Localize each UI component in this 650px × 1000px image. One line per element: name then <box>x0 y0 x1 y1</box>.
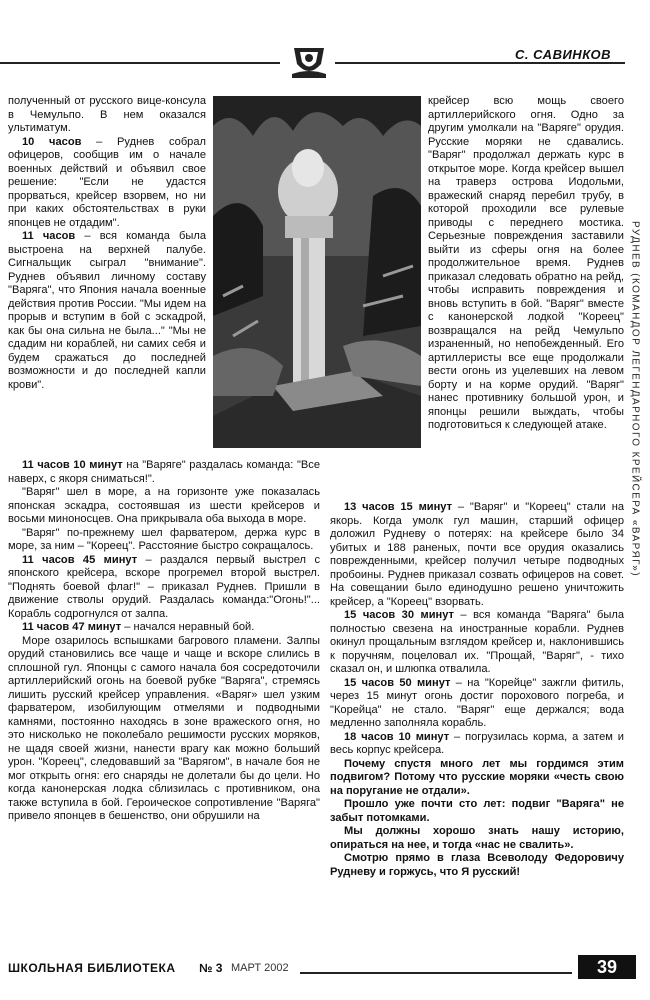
paragraph <box>330 501 624 609</box>
time-label: 10 часов <box>22 135 82 148</box>
paragraph <box>8 554 320 622</box>
closing-paragraph: Почему спустя много лет мы гордимся этим подвигом? Потому что русские моряки «честь свою на поругание не отдали». <box>330 757 624 797</box>
paragraph <box>330 731 624 758</box>
paragraph-text: – на "Корейце" зажгли фитиль, через 15 минут огонь достиг порохового погреба, и "Корейца" не стало. "Варяг" еще держался; вода медленно заполняла корабль. <box>330 676 624 729</box>
time-label: 13 часов 15 минут <box>344 501 453 513</box>
col1-bottom <box>8 459 320 824</box>
page-number: 39 <box>578 955 636 979</box>
side-caption <box>624 86 646 711</box>
header-rule-left <box>0 62 280 64</box>
col2-top <box>428 95 624 433</box>
side-caption-text: РУДНЕВ (КОМАНДОР ЛЕГЕНДАРНОГО КРЕЙСЕРА «ВАРЯГ») <box>629 220 641 577</box>
paragraph <box>8 230 206 392</box>
paragraph-text: – начался неравный бой. <box>121 621 255 633</box>
paragraph: Море озарилось вспышками багрового пламени. Залпы орудий становились все чаще и чаще и вскоре слились в сплошной гул. Японцы с самого начала боя сосредоточили артиллерийский огонь на боевой рубке "Варяга", стремясь лишить русский крейсер управления. «Варяг» шел узким фарватером, изобилующим отмелями и подводными камнями, постоянно находясь в зоне вражеского огня, но это нисколько не поколебало решимости русских моряков, не щадя своей жизни, нанести врагу как можно больший урон. "Кореец", следовавший за "Варягом", в начале боя не мог открыть огня: его снаряды не долетали бы до цели. Но когда канонерская лодка сблизилась с противником, она также вступила в бой. Героическое сопротивление "Варяга" привело японцев в бешенство, они обрушили на <box>8 634 320 822</box>
paragraph <box>330 609 624 677</box>
issue-date: МАРТ 2002 <box>231 962 289 974</box>
paragraph: полученный от русского вице-консула в Чемульпо. В нем оказался ультиматум. <box>8 95 206 134</box>
emblem-icon <box>288 40 330 82</box>
time-label: 11 часов 47 минут <box>22 621 122 633</box>
author-name: С. САВИНКОВ <box>515 47 612 62</box>
paragraph: крейсер всю мощь своего артиллерийского огня. Одно за другим умолкали на "Варяге" орудия. Русские моряки не сдавались. "Варяг" продолжал держать курс в открытое море. Когда крейсер вышел на траверз острова Иодольми, вражеский снаряд перебил трубу, в которой проходили все рулевые приводы с переднего мостика. Серьезные повреждения заставили выйти из сферы огня на более продолжительное время. Руднев приказал следовать обратно на рейд, чтобы исправить повреждения и вновь вступить в бой. "Варяг" вместе с канонерской лодкой "Кореец" возвращался на рейд Чемульпо израненный, но непобежденный. Его артиллеристы все еще продолжали вести огонь из уцелевших на левом борту и на корме орудий. "Варяг" нанес противнику большой урон, и японцы решили выждать, чтобы подготовиться к следующей атаке. <box>428 95 624 431</box>
issue-number: № 3 <box>199 961 223 975</box>
col1-top <box>8 95 206 392</box>
paragraph-text: – Руднев собрал офицеров, сообщив им о начале военных действий и объявил свое решение: "Если не удастся прорваться, крейсер взорвем, но ни при каких обстоятельствах в руки японцев не отдадим". <box>8 135 206 229</box>
magazine-title: ШКОЛЬНАЯ БИБЛИОТЕКА <box>8 961 176 975</box>
paragraph <box>8 621 320 635</box>
paragraph <box>8 459 320 486</box>
header-rule-right <box>335 62 625 64</box>
time-label: 18 часов 10 минут <box>344 730 450 743</box>
paragraph <box>8 136 206 231</box>
time-label: 11 часов <box>22 230 76 242</box>
paragraph-text: – вся команда "Варяга" была полностью свезена на иностранные корабли. Руднев окинул прощальным взглядом крейсер и, наклонившись к поручням, поцеловал их. "Прощай, "Варяг", - тихо сказал он, и шлюпка отвалила. <box>330 609 624 675</box>
paragraph-text: на "Варяге" раздалась команда: "Все наверх, с якоря сниматься!". <box>8 459 321 485</box>
paragraph <box>330 677 624 731</box>
time-label: 11 часов 10 минут <box>22 459 123 471</box>
footer-rule <box>300 972 572 974</box>
closing-paragraph: Смотрю прямо в глаза Всеволоду Федоровичу Рудневу и горжусь, что Я русский! <box>330 852 624 878</box>
time-label: 11 часов 45 минут <box>22 553 138 566</box>
closing-paragraph: Прошло уже почти сто лет: подвиг "Варяга" не забыт потомками. <box>330 798 624 824</box>
paragraph-text: – раздался первый выстрел с японского крейсера, вскоре прогремел второй выстрел. "Поднять боевой флаг!" – приказал Руднев. Пришли в движение стволы орудий. Раздалась команда:"Огонь!"... Корабль содрогнулся от залпа. <box>8 553 320 620</box>
col2-bottom <box>330 501 624 879</box>
time-label: 15 часов 50 минут <box>344 676 451 689</box>
monument-photo <box>213 96 421 448</box>
paragraph-text: – "Варяг" и "Кореец" стали на якорь. Когда умолк гул машин, старший офицер доложил Рудневу о потерях: на крейсере было 34 убитых и 188 раненых, почти все орудия оказались поврежденными, крейсер получил четыре подводных пробоины. Руднев приказал созвать офицеров на совет. На совещании было единодушно решено уничтожить крейсер, а "Кореец" взорвать. <box>330 501 624 608</box>
paragraph-text: – погрузилась корма, а затем и весь корпус крейсера. <box>330 730 624 756</box>
closing-paragraph: Мы должны хорошо знать нашу историю, опираться на нее, и тогда «нас не свалить». <box>330 825 624 851</box>
paragraph-text: – вся команда была выстроена на верхней палубе. Сигнальщик сыграл "внимание". Руднев объявил личному составу "Варяга", что Япония начала военные действия против России. "Мы идем на прорыв и вступим в бой с эскадрой, как бы она сильна не была..." "Мы не сдадим ни кораблей, ни самих себя и будем сражаться до последней возможности и до последней капли крови". <box>8 230 206 391</box>
paragraph: "Варяг" по-прежнему шел фарватером, держа курс в море, за ним – "Кореец". Расстояние быстро сокращалось. <box>8 526 320 552</box>
paragraph: "Варяг" шел в море, а на горизонте уже показалась японская эскадра, состоявшая из шести крейсеров и восьми миноносцев. Она прикрывала оба выхода в море. <box>8 486 320 525</box>
time-label: 15 часов 30 минут <box>344 609 454 621</box>
